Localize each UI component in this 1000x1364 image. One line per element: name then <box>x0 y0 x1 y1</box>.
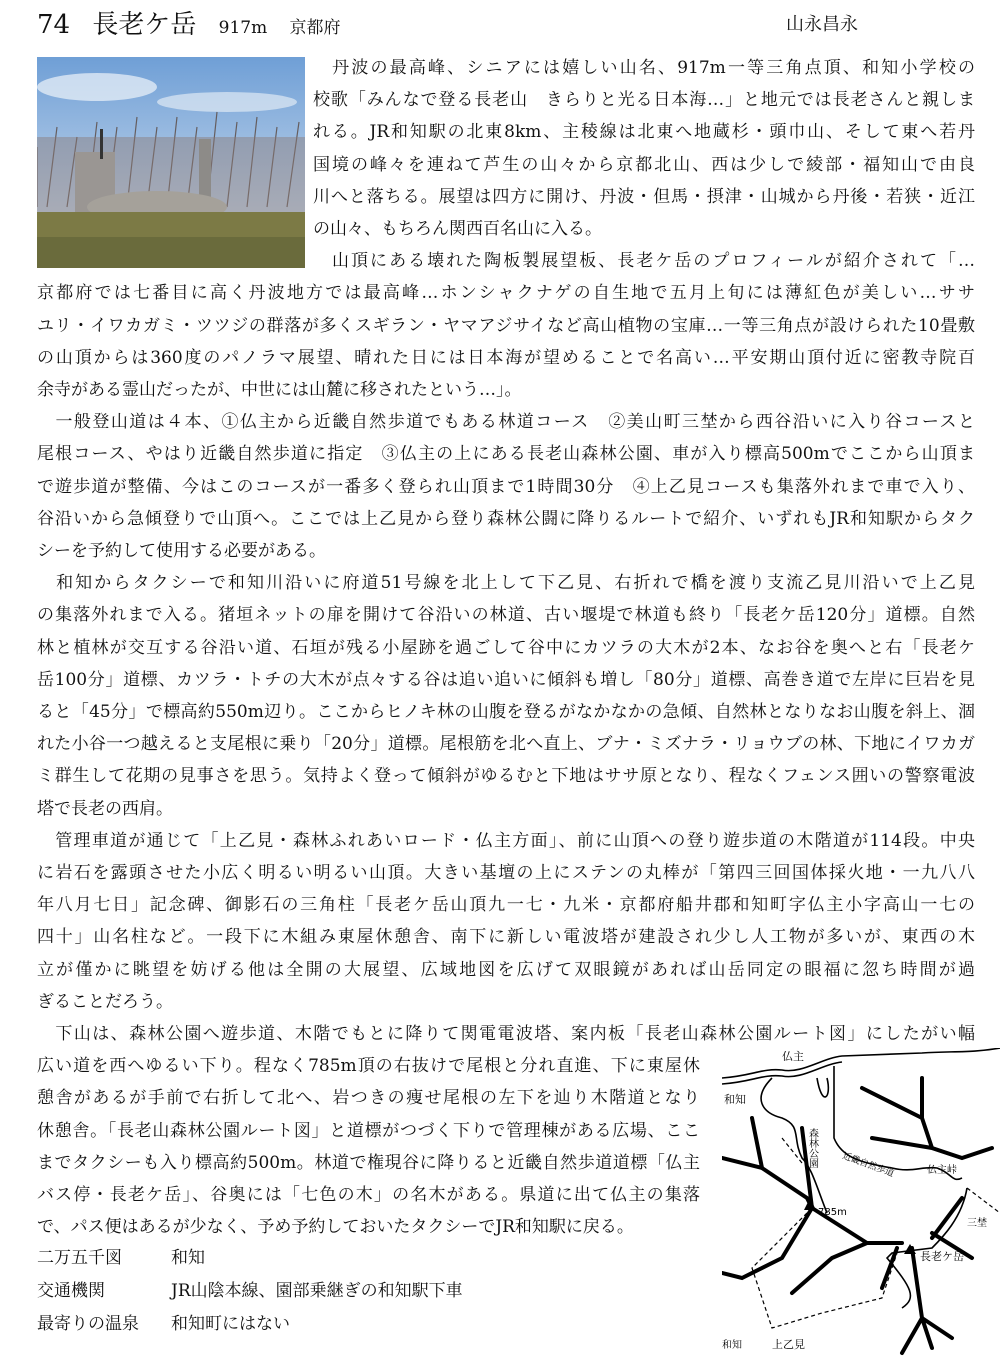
text-line: 山頂にある壊れた陶板製展望板、長老ケ岳のプロフィールが紹介されて「… <box>313 251 975 272</box>
map-label: 長老ケ岳 <box>920 1250 964 1263</box>
text-line: で、パス便はあるが少なく、予め予約しておいたタクシーでJR和知駅に戻る。 <box>37 1217 634 1238</box>
map-label: 仏主峠 <box>927 1165 957 1176</box>
text-line: ミ群生して花期の見事さを思う。気持よく登って傾斜がゆるむと下地はササ原となり、程なくフェンス囲いの警察電波 <box>37 766 975 787</box>
text-line: 休憩舎。「長老山森林公園ルート図」と道標がつづく下りで管理棟がある広場、ここ <box>37 1120 700 1141</box>
text-line: 尾根コース、やはり近畿自然歩道に指定 ③仏主の上にある長老山森林公園、車が入り標高500mでここから山頂ま <box>37 444 975 465</box>
text-line: の山々、もちろん関西百名山に入る。 <box>313 219 602 239</box>
map-label: 和知 <box>722 1340 742 1351</box>
map-label: 和知 <box>724 1093 746 1106</box>
info-label: 交通機関 <box>37 1281 105 1301</box>
text-line: 丹波の最高峰、シニアには嬉しい山名、917m一等三角点頂、和知小学校の <box>313 58 975 78</box>
text-line: 管理車道が通じて「上乙見・森林ふれあいロード・仏主方面」、前に山頂への登り遊歩道の木階道が114段。中央 <box>37 830 975 851</box>
text-line: 四十」山名柱など。一段下に木組み東屋休憩舎、南下に新しい電波塔が建設され少し人工物が多いが、東西の木 <box>37 927 975 948</box>
text-line: 谷沿いから急傾登りで山頂へ。ここでは上乙見から登り森林公闘に降りるルートで紹介、いずれもJR和知駅からタク <box>37 508 975 529</box>
text-line: 和知からタクシーで和知川沿いに府道51号線を北上して下乙見、右折れで橋を渡り支流乙見川沿いで上乙見 <box>37 573 975 594</box>
text-line: 一般登山道は４本、①仏主から近畿自然歩道でもある林道コース ②美山町三埜から西谷沿いに入り谷コースと <box>37 412 975 433</box>
text-line: で遊歩道が整備、今はこのコースが一番多く登られ山頂まで1時間30分 ④上乙見コースも集落外れまで車で入り、 <box>37 476 975 497</box>
entry-number: 74 <box>37 10 71 40</box>
text-line: までタクシーも入り標高約500m。林道で権現谷に降りると近畿自然歩道道標「仏主 <box>37 1152 700 1173</box>
text-line: 国境の峰々を連ねて芦生の山々から京都北山、西は少しで綾部・福知山で由良 <box>313 154 975 175</box>
text-line: 下山は、森林公園へ遊歩道、木階でもとに降りて関電電波塔、案内板「長老山森林公園ルート図」にしたがい幅 <box>37 1024 975 1044</box>
text-line: シーを予約して使用する必要がある。 <box>37 541 326 561</box>
map-label: 仏主 <box>782 1050 804 1063</box>
info-value: 和知 <box>171 1248 205 1268</box>
info-value: 和知町にはない <box>171 1314 290 1334</box>
text-line: 岳100分」道標、カツラ・トチの大木が点々する谷は追い追いに傾斜も増し「80分」道標、高巻き道で左岸に巨岩を見 <box>37 669 975 690</box>
text-line: ぎることだろう。 <box>37 991 173 1012</box>
text-line: 校歌「みんなで登る長老山 きらりと光る日本海…」と地元では長老さんと親しま <box>313 90 975 111</box>
text-line: 京都府では七番目に高く丹波地方では最高峰…ホンシャクナゲの自生地で五月上旬には薄紅色が美しい…ササ <box>37 283 975 304</box>
text-line: 林と植林が交互する谷沿い道、石垣が残る小屋跡を過ごして谷中にカツラの大木が2本、なお谷を奥へと右「長老ケ <box>37 637 975 658</box>
map-label: 785m <box>818 1207 847 1218</box>
text-line: の集落外れまで入る。猪垣ネットの扉を開けて谷沿いの林道、古い堰堤で林道も終り「長老ケ岳120分」道標。自然 <box>37 605 975 626</box>
author: 山永昌永 <box>786 14 858 35</box>
mountain-name: 長老ケ岳 <box>92 10 197 40</box>
text-line: 憩舎があるが手前で右折して北へ、岩つきの痩せ尾根の左下を辿り木階道となり <box>37 1088 700 1109</box>
map-label: 近畿自然歩道 <box>840 1151 896 1180</box>
text-line: れた小谷一つ越えると支尾根に乗り「20分」道標。尾根筋を北へ直上、ブナ・ミズナラ・リョウブの林、下地にイワカガ <box>37 734 975 755</box>
text-line: ると「45分」で標高約550m辺り。ここからヒノキ林の山腹を登るがなかなかの急傾、自然林となりなお山腹を斜上、涸 <box>37 702 975 722</box>
summit-photo <box>37 57 305 268</box>
map-label: 上乙見 <box>772 1338 805 1351</box>
text-line: 塔で長老の西肩。 <box>37 798 173 819</box>
text-line: 年八月七日」記念碑、御影石の三角柱「長老ケ岳山頂九一七・九米・京都府船井郡和知町字仏主小字高山一七の <box>37 895 975 916</box>
text-line: 川へと落ちる。展望は四方に開け、丹波・但馬・摂津・山城から丹後・若狭・近江 <box>313 186 975 207</box>
text-line: 広い道を西へゆるい下り。程なく785m頂の右抜けで尾根と分れ直進、下に東屋休 <box>37 1056 700 1077</box>
text-line: れる。JR和知駅の北東8km、主稜線は北東へ地蔵杉・頭巾山、そして東へ若丹 <box>313 122 975 143</box>
info-value: JR山陰本線、園部乗継ぎの和知駅下車 <box>171 1281 463 1301</box>
text-line: に岩石を露頭させた小広く明るい明るい山頂。大きい基壇の上にステンの丸棒が「第四三回国体採火地・一九八八 <box>37 863 975 883</box>
text-line: 余寺がある霊山だったが、中世には山麓に移されたという…」。 <box>37 380 522 400</box>
prefecture: 京都府 <box>289 18 341 38</box>
info-label: 二万五千図 <box>37 1248 122 1268</box>
text-line: の山頂からは360度のパノラマ展望、晴れた日には日本海が望めることで名高い…平安期山頂付近に密教寺院百 <box>37 347 975 368</box>
elevation: 917m <box>218 18 268 38</box>
info-label: 最寄りの温泉 <box>37 1314 139 1334</box>
text-line: バス停・長老ケ岳」、谷奥には「七色の木」の名木がある。県道に出て仏主の集落 <box>37 1185 700 1205</box>
route-map <box>722 1048 1000 1364</box>
info-row <box>37 1242 205 1274</box>
page-header <box>37 4 354 41</box>
map-label: 森林公園 <box>806 1128 818 1168</box>
text-line: ユリ・イワカガミ・ツツジの群落が多くスギラン・ヤマアジサイなど高山植物の宝庫…一等三角点が設けられた10畳敷 <box>37 315 975 336</box>
info-row <box>37 1308 290 1340</box>
text-line: 立が僅かに眺望を妨げる他は全開の大展望、広域地図を広げて双眼鏡があれば山岳同定の眼福に忽ち時間が過 <box>37 959 975 980</box>
info-row <box>37 1275 463 1307</box>
map-label: 三埜 <box>967 1218 987 1229</box>
